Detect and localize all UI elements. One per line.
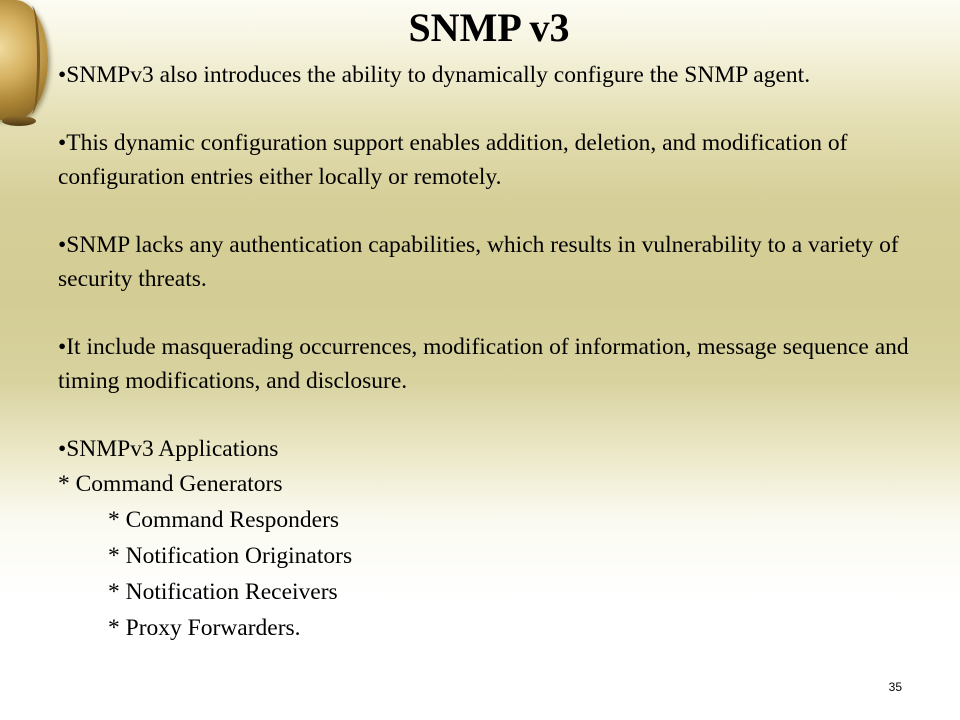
bullet-config-support: •This dynamic configuration support enables addition, deletion, and modification of configuration entries either locally or remotely. <box>58 130 848 190</box>
bullet-threats: •It include masquerading occurrences, modification of information, message sequence and timing modifications, and disclosure. <box>58 334 909 394</box>
slide-body <box>58 58 943 646</box>
app-command-responders: * Command Responders <box>108 507 340 533</box>
app-command-generators: * Command Generators <box>58 471 283 497</box>
bullet-authentication: •SNMP lacks any authentication capabilities, which results in vulnerability to a variety of security threats. <box>58 232 899 292</box>
bullet-dynamic-config: •SNMPv3 also introduces the ability to dynamically configure the SNMP agent. <box>58 62 811 88</box>
app-proxy-forwarders: * Proxy Forwarders. <box>108 615 301 641</box>
page-number: 35 <box>888 680 902 694</box>
app-notification-receivers: * Notification Receivers <box>108 579 338 605</box>
slide-title: SNMP v3 <box>408 5 570 50</box>
app-notification-originators: * Notification Originators <box>108 543 353 569</box>
bullet-applications: •SNMPv3 Applications <box>58 436 279 462</box>
globe-stand <box>2 116 36 126</box>
